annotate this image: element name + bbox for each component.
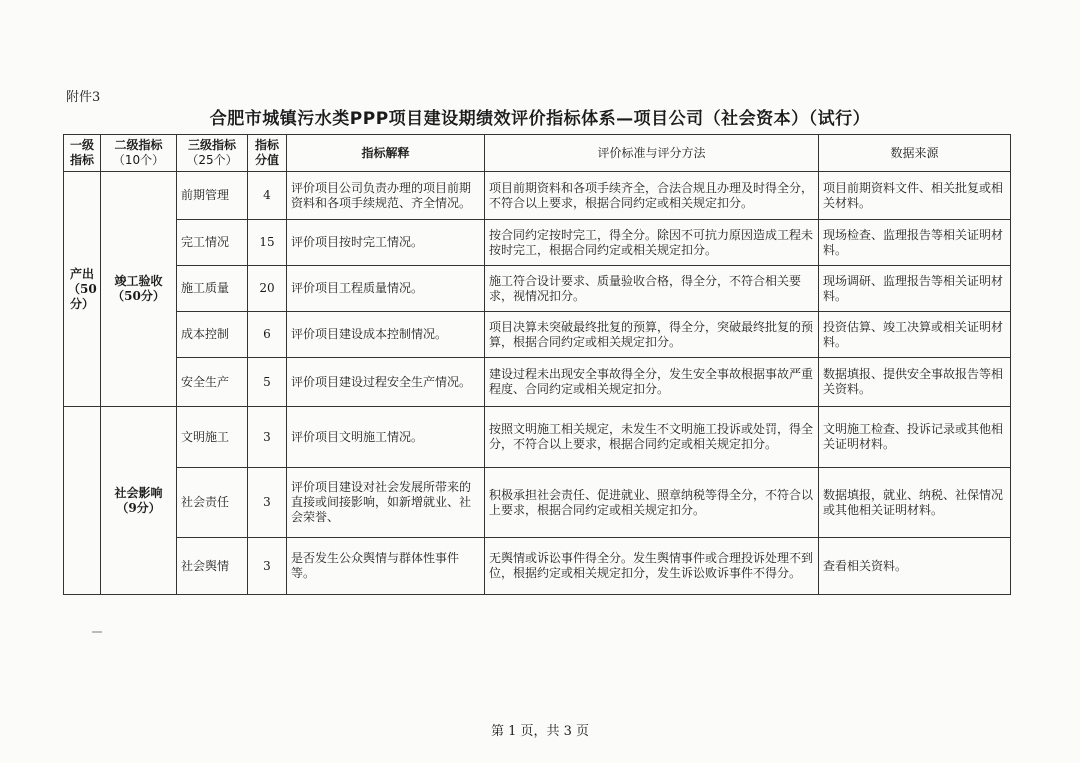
level2-social-line1: 社会影响 [114,485,163,500]
page-footer: 第 1 页，共 3 页 [490,724,590,739]
indicator-score: 6 [248,312,287,358]
attachment-label: 附件3 [66,90,101,105]
header-level1 [64,135,101,172]
indicator-score: 5 [248,358,287,407]
level2-completion-line1: 竣工验收 [114,274,163,288]
header-level1-line2: 指标 [69,153,94,167]
table-row [64,538,1011,595]
indicator-name: 社会舆情 [177,538,248,595]
level1-output-cell [64,172,101,407]
indicator-table [63,134,1011,595]
header-source: 数据来源 [819,135,1011,172]
indicator-explanation: 评价项目建设过程安全生产情况。 [287,358,485,407]
indicator-criteria: 项目前期资料和各项手续齐全，合法合规且办理及时得全分，不符合以上要求，根据合同约定或相关规定扣分。 [485,172,819,220]
header-score-line1: 指标 [254,138,279,152]
indicator-name: 安全生产 [177,358,248,407]
header-level2 [101,135,177,172]
indicator-source: 数据填报、提供安全事故报告等相关资料。 [819,358,1011,407]
indicator-criteria: 无舆情或诉讼事件得全分。发生舆情事件或合理投诉处理不到位，根据约定或相关规定扣分，发生诉讼败诉事件不得分。 [485,538,819,595]
indicator-criteria: 按合同约定按时完工，得全分。除因不可抗力原因造成工程未按时完工，根据合同约定或相关规定扣分。 [485,220,819,266]
indicator-explanation: 评价项目建设成本控制情况。 [287,312,485,358]
header-level3-line1: 三级指标 [187,138,236,152]
indicator-name: 成本控制 [177,312,248,358]
indicator-name: 施工质量 [177,266,248,312]
table-row [64,266,1011,312]
header-level2-line1: 二级指标 [114,138,163,152]
indicator-source: 数据填报，就业、纳税、社保情况或其他相关证明材料。 [819,468,1011,538]
indicator-explanation: 评价项目按时完工情况。 [287,220,485,266]
indicator-source: 文明施工检查、投诉记录或其他相关证明材料。 [819,407,1011,468]
indicator-score: 15 [248,220,287,266]
indicator-explanation: 评价项目工程质量情况。 [287,266,485,312]
indicator-source: 投资估算、竣工决算或相关证明材料。 [819,312,1011,358]
indicator-criteria: 积极承担社会责任、促进就业、照章纳税等得全分，不符合以上要求，根据合同约定或相关规定扣分。 [485,468,819,538]
indicator-score: 3 [248,538,287,595]
level2-social-cell [101,407,177,595]
indicator-score: 20 [248,266,287,312]
table-row [64,172,1011,220]
indicator-source: 项目前期资料文件、相关批复或相关材料。 [819,172,1011,220]
level2-completion-line2: （50分） [112,289,165,303]
indicator-name: 社会责任 [177,468,248,538]
indicator-score: 3 [248,407,287,468]
header-score-line2: 分值 [254,153,279,167]
document-title: 合肥市城镇污水类PPP项目建设期绩效评价指标体系—项目公司（社会资本）（试行） [209,109,871,129]
scan-artifact [92,631,102,633]
indicator-explanation: 是否发生公众舆情与群体性事件等。 [287,538,485,595]
header-score [248,135,287,172]
indicator-source: 现场检查、监理报告等相关证明材料。 [819,220,1011,266]
indicator-source: 现场调研、监理报告等相关证明材料。 [819,266,1011,312]
indicator-explanation: 评价项目文明施工情况。 [287,407,485,468]
indicator-score: 4 [248,172,287,220]
indicator-score: 3 [248,468,287,538]
indicator-name: 完工情况 [177,220,248,266]
header-criteria: 评价标准与评分方法 [485,135,819,172]
table-row [64,312,1011,358]
indicator-criteria: 建设过程未出现安全事故得全分，发生安全事故根据事故严重程度、合同约定或相关规定扣分。 [485,358,819,407]
header-explanation: 指标解释 [287,135,485,172]
indicator-explanation: 评价项目公司负责办理的项目前期资料和各项手续规范、齐全情况。 [287,172,485,220]
table-row [64,407,1011,468]
header-level3-line2: （25个） [186,153,238,167]
table-row [64,220,1011,266]
level2-completion-cell [101,172,177,407]
table-row [64,468,1011,538]
indicator-source: 查看相关资料。 [819,538,1011,595]
table-row [64,358,1011,407]
header-level1-line1: 一级 [69,138,94,152]
indicator-criteria: 按照文明施工相关规定，未发生不文明施工投诉或处罚，得全分，不符合以上要求，根据合同约定或相关规定扣分。 [485,407,819,468]
level2-social-line2: （9分） [116,500,161,515]
level1-continued-cell [64,407,101,595]
level1-output-line2: （50 [68,281,97,296]
indicator-name: 前期管理 [177,172,248,220]
indicator-name: 文明施工 [177,407,248,468]
level1-output-line1: 产出 [69,266,94,281]
level1-output-line3: 分） [69,296,94,311]
header-level2-line2: （10个） [112,153,165,167]
header-row [64,135,1011,172]
header-level3 [177,135,248,172]
indicator-explanation: 评价项目建设对社会发展所带来的直接或间接影响，如新增就业、社会荣誉、 [287,468,485,538]
indicator-criteria: 项目决算未突破最终批复的预算，得全分，突破最终批复的预算，根据合同约定或相关规定扣分。 [485,312,819,358]
indicator-criteria: 施工符合设计要求、质量验收合格，得全分，不符合相关要求，视情况扣分。 [485,266,819,312]
